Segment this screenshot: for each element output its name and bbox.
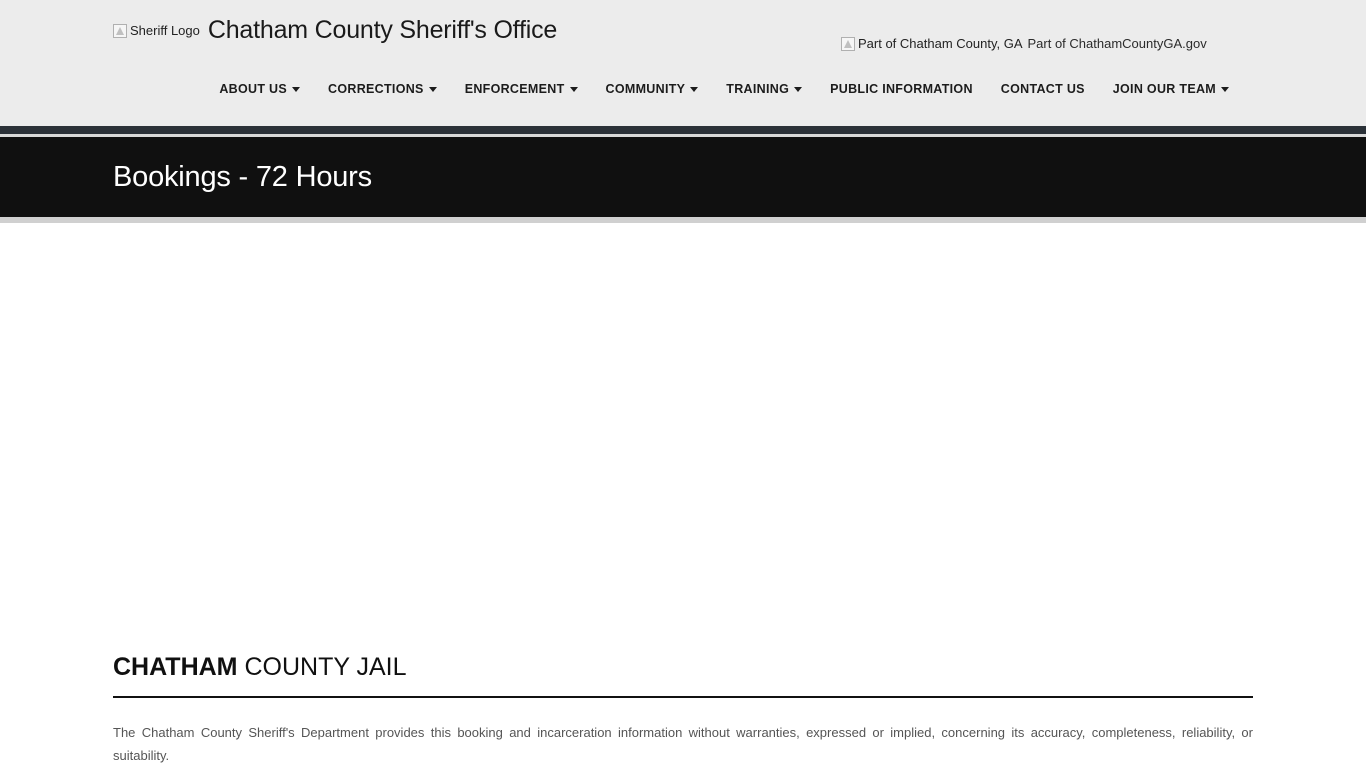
nav-label: PUBLIC INFORMATION (830, 82, 973, 96)
nav-item-corrections[interactable] (314, 76, 451, 102)
site-title: Chatham County Sheriff's Office (207, 16, 558, 44)
section-heading-bold: CHATHAM (113, 653, 238, 681)
nav-item-enforcement[interactable] (451, 76, 592, 102)
county-badge-link[interactable] (841, 36, 1207, 51)
county-badge-icon (841, 36, 1023, 51)
nav-label: ENFORCEMENT (464, 82, 565, 96)
section-heading (113, 653, 1253, 698)
chevron-down-icon (794, 87, 802, 92)
brand-row[interactable] (113, 16, 557, 45)
site-header (0, 0, 1366, 126)
nav-item-public-information[interactable] (816, 76, 987, 102)
page-title: Bookings - 72 Hours (113, 160, 372, 193)
chevron-down-icon (292, 87, 300, 92)
nav-label: JOIN OUR TEAM (1112, 82, 1216, 96)
main-content (0, 223, 1366, 768)
header-divider-dark (0, 126, 1366, 134)
county-badge-label: Part of ChathamCountyGA.gov (1027, 36, 1207, 51)
chevron-down-icon (1221, 87, 1229, 92)
nav-item-community[interactable] (592, 76, 713, 102)
broken-image-glyph (113, 24, 127, 38)
chevron-down-icon (570, 87, 578, 92)
chevron-down-icon (690, 87, 698, 92)
nav-label: CONTACT US (1000, 82, 1085, 96)
county-badge-alt-text: Part of Chatham County, GA (858, 36, 1023, 51)
nav-item-join-our-team[interactable] (1099, 76, 1243, 102)
nav-label: CORRECTIONS (328, 82, 424, 96)
chevron-down-icon (429, 87, 437, 92)
broken-image-glyph (841, 37, 855, 51)
nav-label: COMMUNITY (605, 82, 686, 96)
nav-label: TRAINING (726, 82, 790, 96)
sheriff-logo-alt-text: Sheriff Logo (130, 23, 200, 38)
nav-label: ABOUT US (219, 82, 288, 96)
nav-item-contact-us[interactable] (987, 76, 1099, 102)
page-title-banner (0, 137, 1366, 217)
main-navigation (0, 76, 1366, 102)
disclaimer-text: The Chatham County Sheriff's Department provides this booking and incarceration information without warranties, expressed or implied, concerning its accuracy, completeness, reliability, or suitability. (113, 725, 1253, 763)
section-heading-rest: COUNTY JAIL (237, 653, 407, 681)
nav-item-about-us[interactable] (205, 76, 314, 102)
sheriff-logo-icon (113, 23, 200, 38)
content-blank-area (0, 223, 1366, 653)
nav-item-training[interactable] (712, 76, 816, 102)
jail-section (113, 653, 1253, 768)
